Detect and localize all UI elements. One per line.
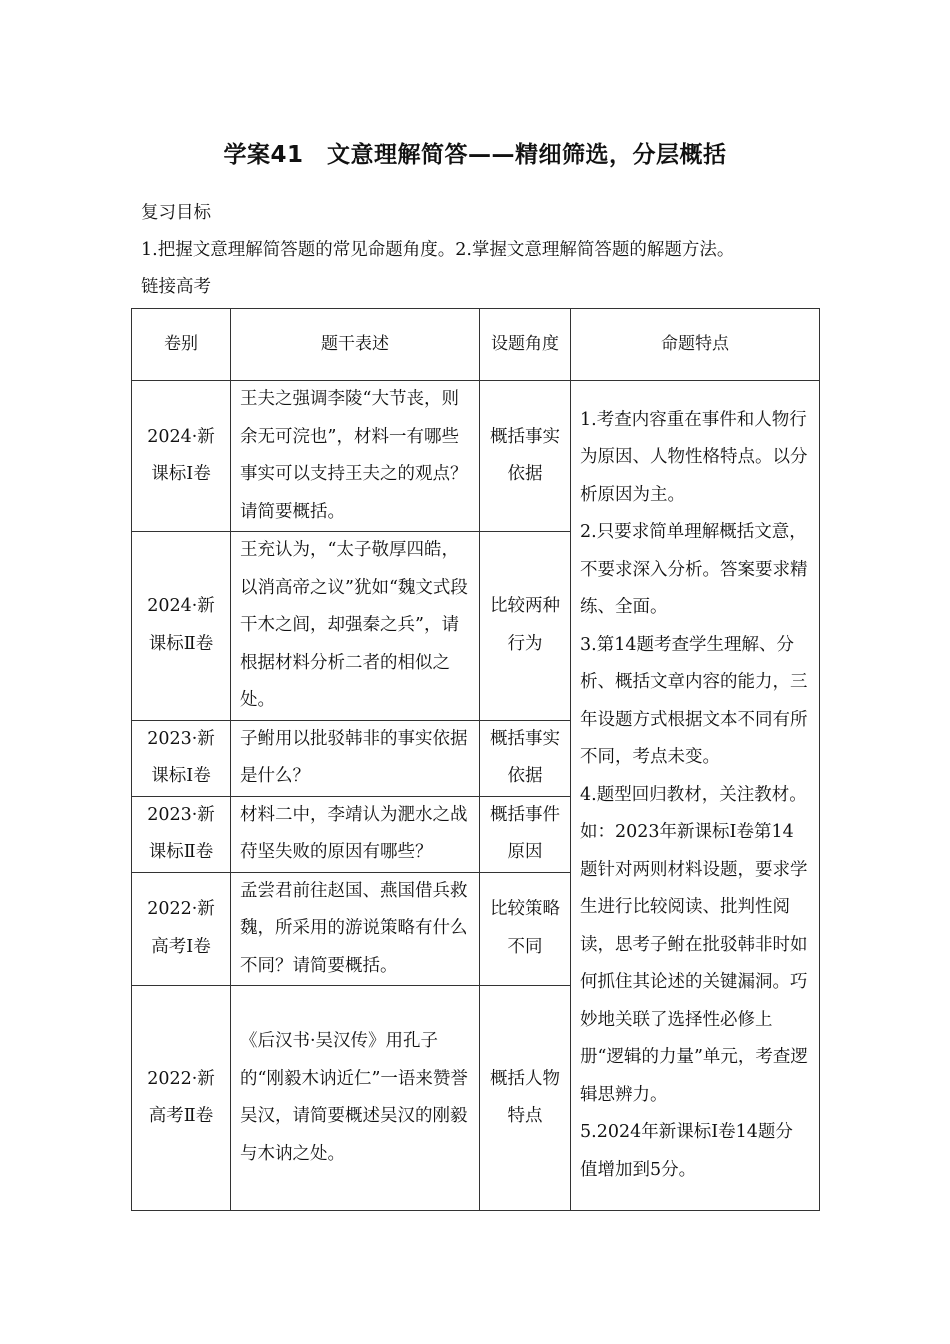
- features-cell: [571, 381, 820, 1211]
- angle-cell: 概括人物特点: [480, 986, 571, 1211]
- angle-cell: 概括事实依据: [480, 720, 571, 796]
- header-angle: 设题角度: [480, 309, 571, 381]
- stem-cell: 材料二中，李靖认为淝水之战苻坚失败的原因有哪些？: [231, 796, 480, 872]
- feature-item: 3.第14题考查学生理解、分析、概括文章内容的能力，三年设题方式根据文本不同有所不同，考点未变。: [580, 634, 808, 768]
- angle-cell: 概括事件原因: [480, 796, 571, 872]
- feature-item: 2.只要求简单理解概括文意，不要求深入分析。答案要求精练、全面。: [580, 522, 808, 618]
- stem-cell: 《后汉书·吴汉传》用孔子的“刚毅木讷近仁”一语来赞誉吴汉，请简要概述吴汉的刚毅与木讷之处。: [231, 986, 480, 1211]
- stem-cell: 孟尝君前往赵国、燕国借兵救魏，所采用的游说策略有什么不同？请简要概括。: [231, 872, 480, 986]
- goal-text: 1.把握文意理解简答题的常见命题角度。2.掌握文意理解简答题的解题方法。: [141, 240, 735, 260]
- table-header-row: [132, 309, 820, 381]
- paper-cell: 2023·新课标Ⅰ卷: [132, 720, 231, 796]
- stem-cell: 王夫之强调李陵“大节丧，则余无可浣也”，材料一有哪些事实可以支持王夫之的观点？请简要概括。: [231, 381, 480, 532]
- stem-cell: 王充认为，“太子敬厚四皓，以消高帝之议”犹如“魏文式段干木之闾，却强秦之兵”，请根据材料分析二者的相似之处。: [231, 532, 480, 721]
- angle-cell: 概括事实依据: [480, 381, 571, 532]
- feature-item: 5.2024年新课标Ⅰ卷14题分值增加到5分。: [580, 1122, 793, 1180]
- paper-cell: 2022·新高考Ⅰ卷: [132, 872, 231, 986]
- header-features: 命题特点: [571, 309, 820, 381]
- exam-table: [131, 308, 820, 1211]
- paper-cell: 2022·新高考Ⅱ卷: [132, 986, 231, 1211]
- stem-cell: 子鲋用以批驳韩非的事实依据是什么？: [231, 720, 480, 796]
- angle-cell: 比较策略不同: [480, 872, 571, 986]
- feature-item: 4.题型回归教材，关注教材。如：2023年新课标Ⅰ卷第14题针对两则材料设题，要求学生进行比较阅读、批判性阅读，思考子鲋在批驳韩非时如何抓住其论述的关键漏洞。巧妙地关联了选择性必修上册“逻辑的力量”单元，考查逻辑思辨力。: [580, 784, 808, 1105]
- feature-item: 1.考查内容重在事件和人物行为原因、人物性格特点。以分析原因为主。: [580, 409, 808, 505]
- link-heading: 链接高考: [141, 277, 211, 297]
- table-row: [132, 381, 820, 532]
- goal-heading: 复习目标: [141, 203, 211, 223]
- paper-cell: 2024·新课标Ⅱ卷: [132, 532, 231, 721]
- paper-cell: 2023·新课标Ⅱ卷: [132, 796, 231, 872]
- page-title: 学案41 文意理解简答——精细筛选，分层概括: [223, 142, 727, 168]
- header-paper: 卷别: [132, 309, 231, 381]
- header-stem: 题干表述: [231, 309, 480, 381]
- angle-cell: 比较两种行为: [480, 532, 571, 721]
- paper-cell: 2024·新课标Ⅰ卷: [132, 381, 231, 532]
